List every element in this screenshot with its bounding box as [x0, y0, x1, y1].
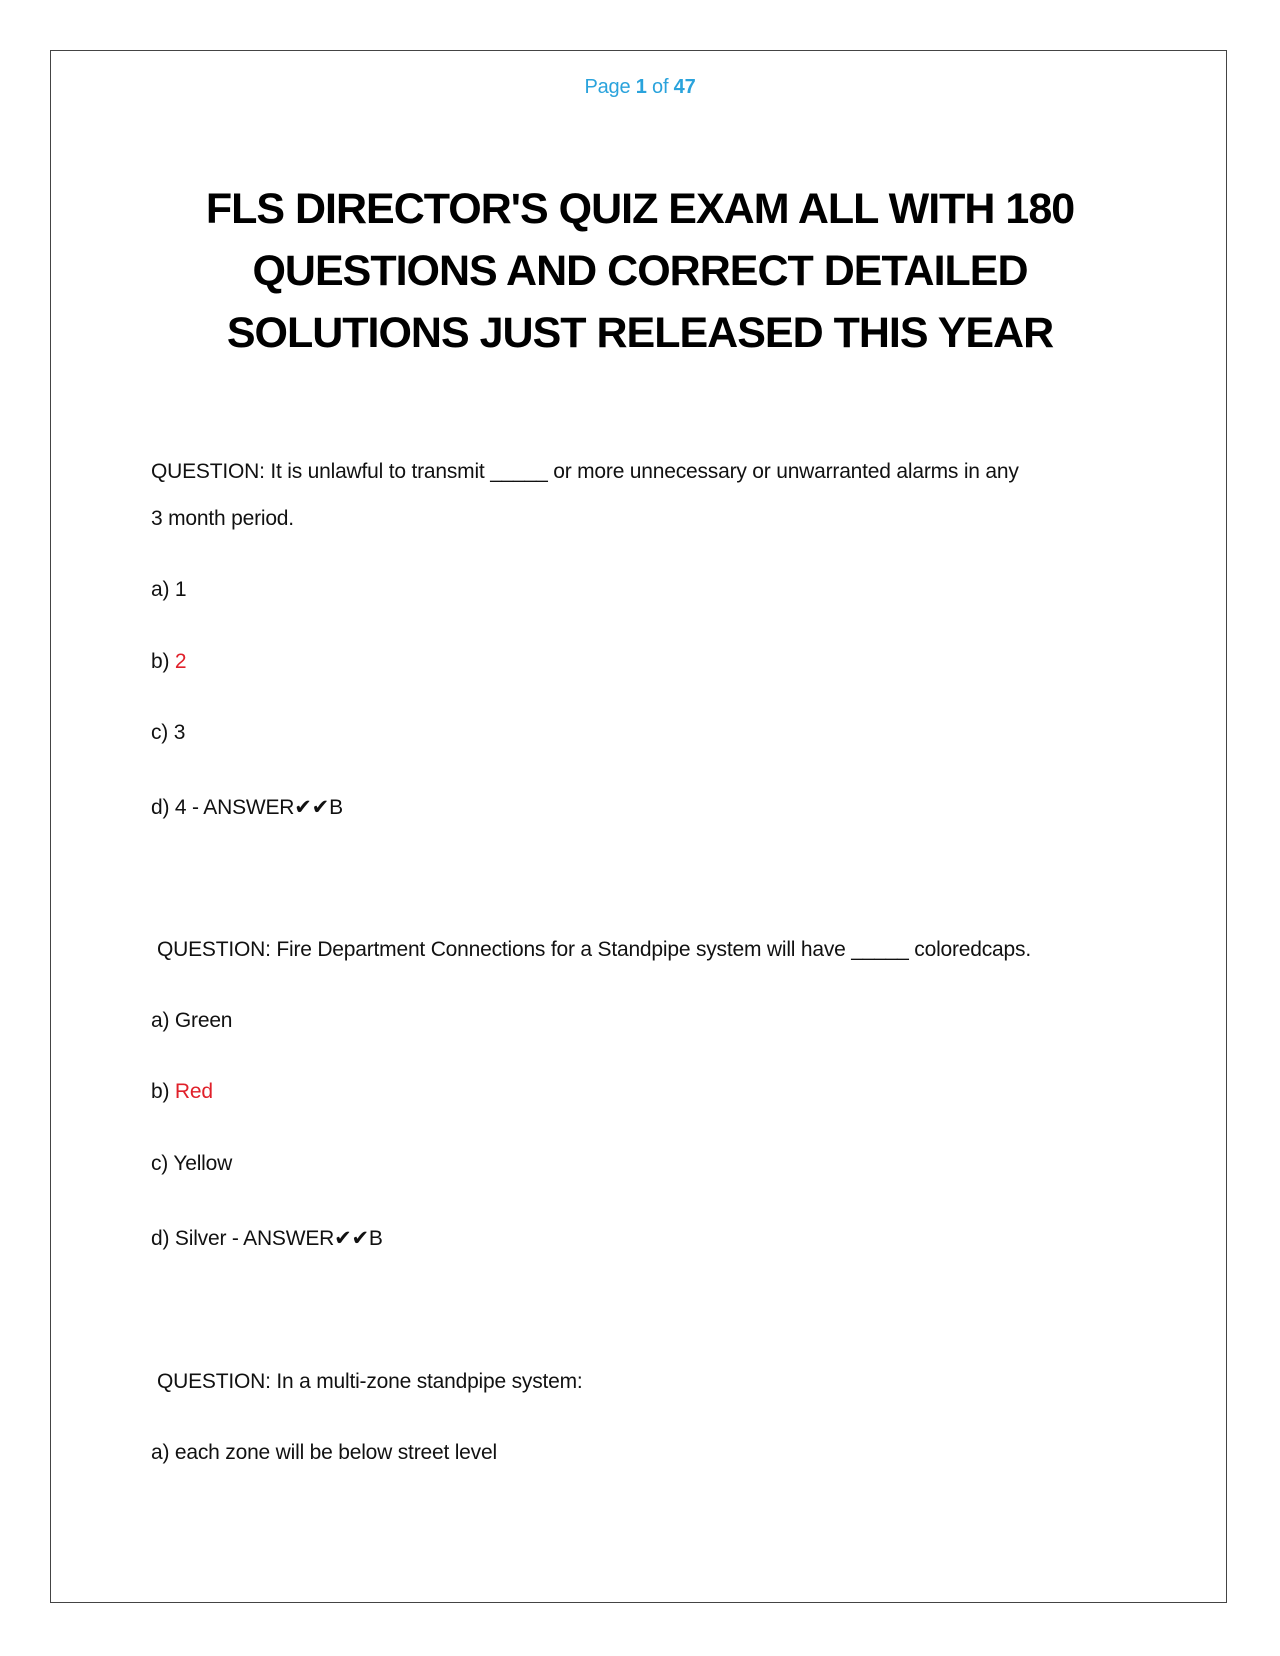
title-line-1: FLS DIRECTOR'S QUIZ EXAM ALL WITH 180	[205, 185, 1075, 233]
question-1-option-c: c) 3	[151, 721, 186, 744]
page-of: of	[652, 76, 669, 98]
title-line-2: QUESTIONS AND CORRECT DETAILED	[252, 247, 1028, 295]
question-3-option-a: a) each zone will be below street level	[151, 1441, 497, 1464]
question-3-text: QUESTION: In a multi-zone standpipe system:	[157, 1370, 583, 1393]
page-total: 47	[673, 76, 696, 98]
page-label: Page	[584, 76, 631, 98]
correct-answer-highlight: Red	[174, 1080, 213, 1103]
question-2-option-d: d) Silver - ANSWER✔✔B	[151, 1227, 383, 1250]
page-number-header	[0, 76, 1280, 99]
question-2-option-c: c) Yellow	[151, 1152, 233, 1175]
question-2-option-b: b) Red	[151, 1080, 213, 1103]
question-2-option-a: a) Green	[151, 1009, 233, 1032]
document-title	[140, 178, 1140, 364]
page-current: 1	[635, 76, 647, 98]
question-1-option-d: d) 4 - ANSWER✔✔B	[151, 796, 343, 819]
question-1-text: QUESTION: It is unlawful to transmit _____ or more unnecessary or unwarranted alarms in any	[151, 460, 1019, 483]
correct-answer-highlight: 2	[174, 650, 187, 673]
question-1-option-b: b) 2	[151, 650, 187, 673]
question-2-text: QUESTION: Fire Department Connections for a Standpipe system will have _____ coloredcaps.	[157, 938, 1031, 961]
title-line-3: SOLUTIONS JUST RELEASED THIS YEAR	[226, 309, 1054, 357]
question-1-text-cont: 3 month period.	[151, 507, 294, 530]
question-1-option-a: a) 1	[151, 578, 187, 601]
